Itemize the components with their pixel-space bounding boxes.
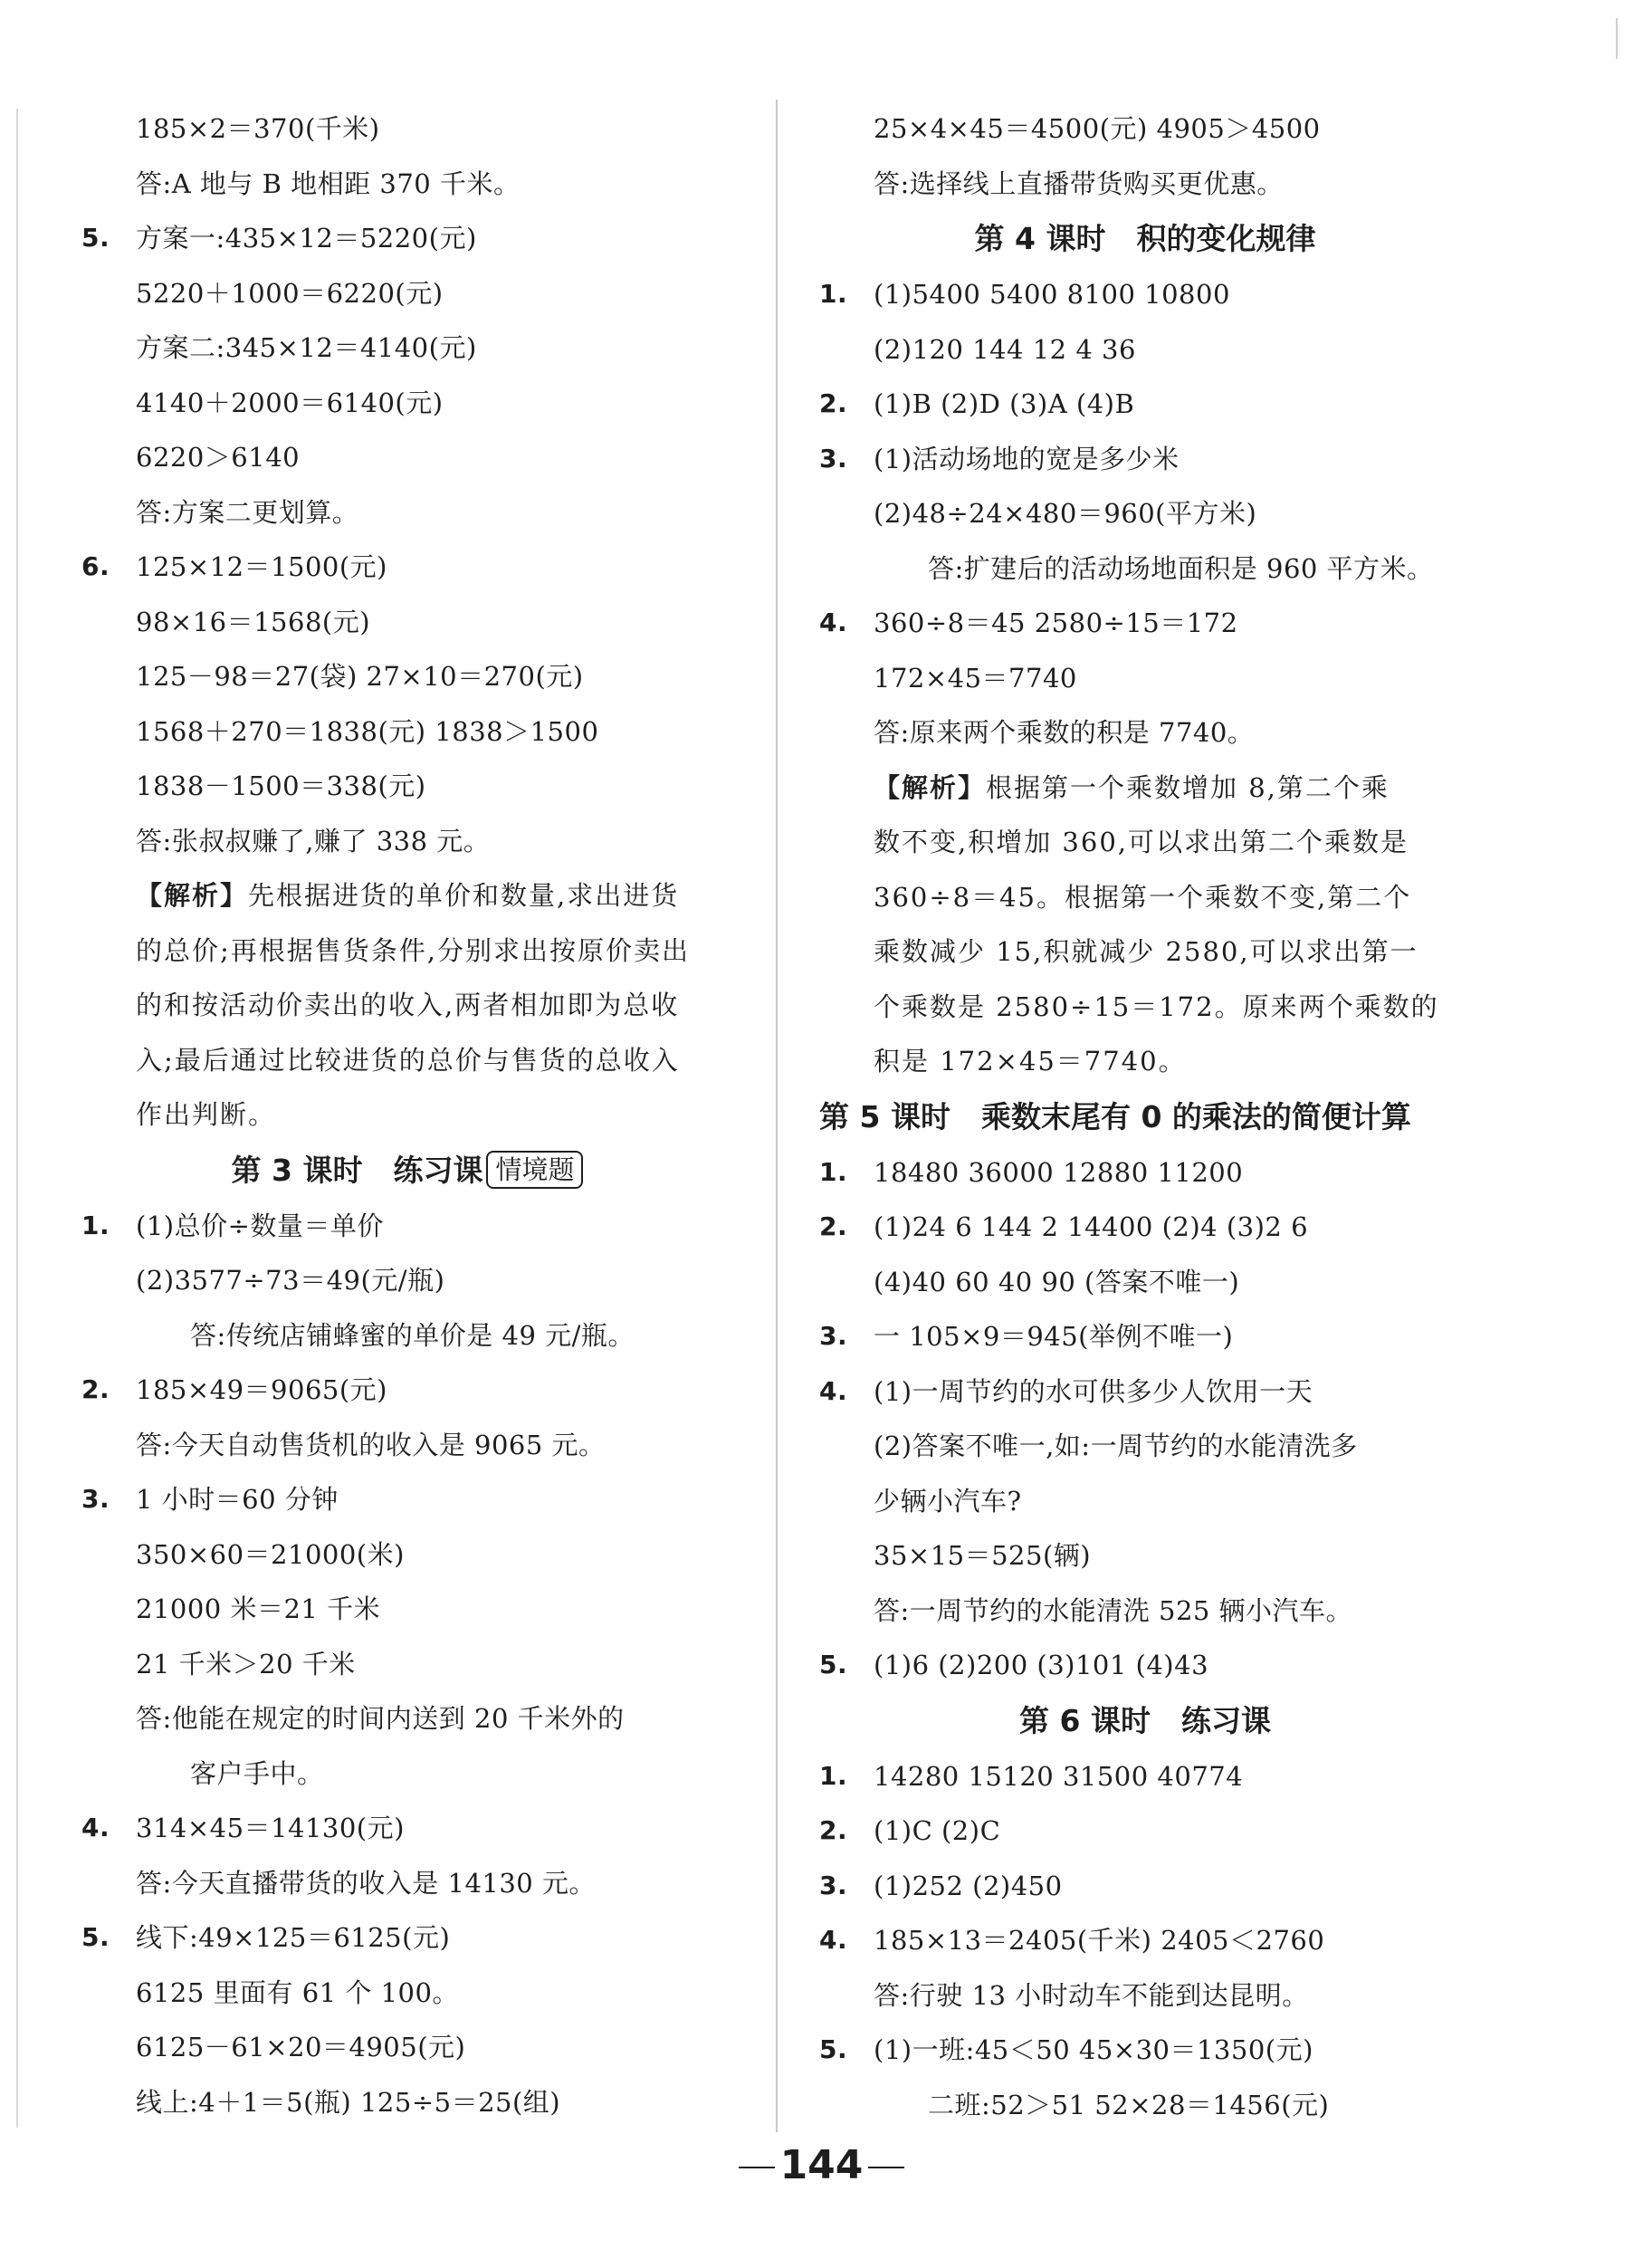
line-text <box>136 157 520 212</box>
lesson-title: 练习课 <box>1180 1702 1271 1738</box>
answer-line <box>81 1746 733 1802</box>
answer-line <box>819 1638 1471 1693</box>
line-content: 积是 172×45＝7740。 <box>874 1046 1187 1077</box>
line-content: 数不变,积增加 360,可以求出第二个乘数是 <box>874 827 1409 857</box>
answer-line <box>819 1528 1471 1584</box>
line-text <box>874 1749 1243 1804</box>
answer-line <box>819 101 1471 157</box>
line-text <box>136 1472 339 1527</box>
answer-line <box>81 1582 733 1637</box>
line-content: 线上:4＋1＝5(瓶) 125÷5＝25(组) <box>136 2086 561 2118</box>
page-number-dash-right <box>868 2167 904 2168</box>
question-number: 4. <box>81 1813 110 1842</box>
question-number: 5. <box>81 1922 110 1952</box>
answer-line <box>81 211 733 266</box>
line-text <box>136 1637 356 1692</box>
line-content: 根据第一个乘数增加 8,第二个乘 <box>986 771 1390 803</box>
line-content: 25×4×45＝4500(元) 4905＞4500 <box>874 113 1321 144</box>
analysis-label: 【解析】 <box>874 771 987 803</box>
answer-line <box>819 1474 1471 1529</box>
line-text <box>874 1528 1091 1584</box>
line-content: (2)120 144 12 4 36 <box>874 333 1136 365</box>
line-text <box>136 814 490 869</box>
line-text <box>136 376 444 431</box>
line-content: 二班:52＞51 52×28＝1456(元) <box>928 2089 1330 2120</box>
line-text <box>874 980 1439 1035</box>
answer-line <box>819 377 1471 432</box>
answer-line <box>819 1859 1471 1914</box>
page-number-value: 144 <box>779 2142 864 2188</box>
question-number: 5. <box>819 1650 848 1679</box>
answer-line <box>819 2023 1471 2078</box>
line-content: 答:今天直播带货的收入是 14130 元。 <box>136 1867 596 1899</box>
line-content: (1)C (2)C <box>874 1815 1001 1846</box>
line-text <box>136 1910 450 1966</box>
line-text <box>874 1474 1022 1529</box>
line-content: (4)40 60 40 90 (答案不唯一) <box>874 1266 1240 1297</box>
line-content: 方案一:435×12＝5220(元) <box>136 223 477 254</box>
line-text <box>874 1638 1208 1693</box>
answer-line <box>819 1584 1471 1639</box>
answer-line <box>819 596 1471 651</box>
line-content: 21 千米＞20 千米 <box>136 1648 356 1679</box>
line-text <box>136 211 477 266</box>
line-text <box>136 1418 606 1473</box>
line-text <box>136 540 387 595</box>
line-text <box>136 1856 596 1911</box>
line-text <box>874 1309 1233 1364</box>
answer-line <box>819 1968 1471 2024</box>
line-content: 1838－1500＝338(元) <box>136 770 426 801</box>
line-text <box>874 267 1230 322</box>
line-text <box>136 1527 405 1583</box>
line-text <box>874 596 1238 651</box>
line-content: 答:原来两个乘数的积是 7740。 <box>874 717 1255 748</box>
question-number: 5. <box>81 223 110 253</box>
lesson-title: 积的变化规律 <box>1136 221 1316 256</box>
line-text <box>136 868 679 923</box>
line-content: (1)一周节约的水可供多少人饮用一天 <box>874 1375 1313 1407</box>
line-text <box>136 595 370 650</box>
line-content: 21000 米＝21 千米 <box>136 1593 381 1624</box>
line-text <box>136 704 598 760</box>
line-content: 客户手中。 <box>190 1757 324 1789</box>
page-number-dash-left <box>739 2167 775 2168</box>
analysis-line <box>81 923 733 979</box>
question-number: 6. <box>81 551 110 581</box>
line-text <box>874 1419 1358 1474</box>
line-content: (1)B (2)D (3)A (4)B <box>874 388 1135 419</box>
answer-line <box>819 432 1471 487</box>
line-text <box>136 485 358 541</box>
answer-line <box>81 1527 733 1583</box>
line-text <box>874 815 1409 870</box>
analysis-label: 【解析】 <box>136 880 249 911</box>
line-content: 方案二:345×12＝4140(元) <box>136 332 477 363</box>
line-text <box>874 377 1134 432</box>
answer-line <box>819 486 1471 541</box>
line-text <box>136 759 426 814</box>
line-text <box>874 761 1390 816</box>
answer-line <box>819 1804 1471 1859</box>
line-content: (1)活动场地的宽是多少米 <box>874 443 1180 474</box>
line-content: 360÷8＝45 2580÷15＝172 <box>874 608 1238 638</box>
line-text <box>874 322 1136 378</box>
line-text <box>874 486 1256 541</box>
question-number: 4. <box>819 1925 848 1955</box>
line-text <box>190 1308 635 1364</box>
answer-line <box>81 430 733 485</box>
answer-line <box>81 1253 733 1308</box>
line-content: 作出判断。 <box>136 1099 277 1130</box>
question-number: 2. <box>81 1374 110 1404</box>
answer-line <box>81 157 733 212</box>
lesson-number: 第 5 课时 <box>819 1098 950 1134</box>
line-text <box>136 101 380 157</box>
analysis-line <box>81 1033 733 1088</box>
answer-line <box>81 321 733 376</box>
left-column <box>81 101 733 2129</box>
line-text <box>136 1033 680 1088</box>
answer-line <box>81 485 733 541</box>
answer-line <box>819 1309 1471 1364</box>
line-content: 14280 15120 31500 40774 <box>874 1760 1244 1792</box>
analysis-line <box>819 1034 1471 1089</box>
line-content: 6220＞6140 <box>136 442 301 473</box>
line-content: 1568＋270＝1838(元) 1838＞1500 <box>136 715 599 747</box>
line-text <box>136 1582 380 1637</box>
question-number: 1. <box>819 1156 848 1187</box>
line-text <box>874 2023 1313 2078</box>
line-text <box>874 1804 1000 1859</box>
page-number <box>0 2129 1643 2202</box>
answer-line <box>819 1419 1471 1474</box>
column-divider <box>776 100 778 2132</box>
line-content: 少辆小汽车? <box>874 1485 1022 1517</box>
line-text <box>136 1253 444 1308</box>
lesson-title: 练习课 <box>393 1152 483 1188</box>
line-text <box>874 1145 1243 1201</box>
answer-line <box>81 704 733 760</box>
line-content: 172×45＝7740 <box>874 662 1077 694</box>
line-content: 答:今天自动售货机的收入是 9065 元。 <box>136 1429 606 1460</box>
line-text <box>136 1363 387 1418</box>
line-text <box>136 2020 465 2075</box>
analysis-line <box>819 870 1471 925</box>
line-content: 314×45＝14130(元) <box>136 1813 405 1843</box>
question-number: 1. <box>819 1760 848 1791</box>
question-number: 2. <box>819 1211 848 1241</box>
line-content: 答:扩建后的活动场地面积是 960 平方米。 <box>928 552 1434 584</box>
line-content: 350×60＝21000(米) <box>136 1538 405 1570</box>
line-text <box>874 1968 1309 2024</box>
line-content: 答:传统店铺蜂蜜的单价是 49 元/瓶。 <box>190 1319 635 1351</box>
line-text <box>874 1034 1187 1089</box>
line-text <box>136 1087 276 1143</box>
question-number: 4. <box>819 608 848 637</box>
answer-line <box>81 266 733 321</box>
answer-line <box>819 1749 1471 1804</box>
line-content: 5220＋1000＝6220(元) <box>136 277 444 309</box>
line-content: (1)252 (2)450 <box>874 1870 1063 1901</box>
line-content: 185×13＝2405(千米) 2405＜2760 <box>874 1925 1325 1956</box>
analysis-line <box>819 980 1471 1035</box>
answer-line <box>81 814 733 869</box>
question-number: 4. <box>819 1375 848 1406</box>
line-content: 先根据进货的单价和数量,求出进货 <box>248 880 680 911</box>
lesson-title: 乘数末尾有 0 的乘法的简便计算 <box>980 1098 1411 1134</box>
line-text <box>136 430 300 485</box>
question-number: 3. <box>819 1870 848 1900</box>
right-edge-mark <box>1616 18 1618 59</box>
question-number: 2. <box>819 388 848 418</box>
line-content: 答:行驶 13 小时动车不能到达昆明。 <box>874 1979 1309 2011</box>
answer-line <box>81 1308 733 1364</box>
line-content: (2)答案不唯一,如:一周节约的水能清洗多 <box>874 1431 1358 1461</box>
answer-line <box>819 541 1471 597</box>
left-margin-rule <box>16 109 18 2128</box>
lesson-heading <box>819 211 1471 267</box>
line-content: (1)6 (2)200 (3)101 (4)43 <box>874 1650 1209 1680</box>
answer-line <box>819 1913 1471 1968</box>
lesson-tag-badge: 情境题 <box>486 1151 583 1189</box>
line-text <box>136 1801 405 1856</box>
question-number: 3. <box>819 1321 848 1351</box>
lesson-number: 第 6 课时 <box>1019 1702 1151 1738</box>
question-number: 5. <box>819 2034 848 2064</box>
lesson-heading <box>81 1143 733 1199</box>
line-text <box>136 1199 384 1254</box>
line-content: 18480 36000 12880 11200 <box>874 1156 1244 1188</box>
line-text <box>136 1691 625 1746</box>
answer-line <box>81 1637 733 1692</box>
answer-line <box>81 2075 733 2130</box>
line-content: (1)24 6 144 2 14400 (2)4 (3)2 6 <box>874 1211 1309 1242</box>
line-text <box>136 978 679 1033</box>
line-content: 的和按活动价卖出的收入,两者相加即为总收 <box>136 990 680 1020</box>
answer-line <box>81 1691 733 1746</box>
analysis-line <box>81 868 733 923</box>
answer-line <box>81 1856 733 1911</box>
answer-line <box>81 1966 733 2021</box>
line-text <box>874 651 1077 706</box>
line-text <box>874 870 1411 925</box>
answer-line <box>81 101 733 157</box>
line-content: 6125 里面有 61 个 100。 <box>136 1976 459 2008</box>
answer-line <box>81 1472 733 1527</box>
question-number: 2. <box>819 1815 848 1845</box>
line-text <box>874 705 1254 761</box>
answer-line <box>81 2020 733 2075</box>
lesson-heading <box>819 1693 1471 1749</box>
answer-line <box>819 157 1471 212</box>
line-content: 125－98＝27(袋) 27×10＝270(元) <box>136 661 584 692</box>
line-text <box>190 1746 324 1802</box>
answer-line <box>819 1200 1471 1255</box>
line-content: 答:一周节约的水能清洗 525 辆小汽车。 <box>874 1594 1353 1626</box>
line-text <box>874 1364 1313 1420</box>
line-content: 的总价;再根据售货条件,分别求出按原价卖出 <box>136 934 690 966</box>
line-text <box>874 924 1419 980</box>
line-text <box>874 1859 1063 1914</box>
line-text <box>136 266 444 321</box>
answer-line <box>81 1363 733 1418</box>
answer-line <box>81 1801 733 1856</box>
line-content: 125×12＝1500(元) <box>136 551 387 582</box>
answer-line <box>819 267 1471 322</box>
line-content: (1)总价÷数量＝单价 <box>136 1210 384 1241</box>
analysis-line <box>819 924 1471 980</box>
line-content: 乘数减少 15,积就减少 2580,可以求出第一 <box>874 936 1419 967</box>
line-content: (2)3577÷73＝49(元/瓶) <box>136 1265 445 1296</box>
line-content: (2)48÷24×480＝960(平方米) <box>874 498 1257 529</box>
line-text <box>874 1255 1239 1310</box>
lesson-heading <box>819 1089 1471 1145</box>
answer-line <box>819 651 1471 706</box>
question-number: 3. <box>819 443 848 474</box>
line-content: 一 105×9＝945(举例不唯一) <box>874 1321 1234 1352</box>
line-text <box>874 432 1180 487</box>
line-content: 98×16＝1568(元) <box>136 606 371 637</box>
line-text <box>928 541 1434 597</box>
answer-line <box>81 1199 733 1254</box>
answer-line <box>819 1255 1471 1310</box>
answer-line <box>81 376 733 431</box>
line-content: 35×15＝525(辆) <box>874 1540 1092 1571</box>
answer-line <box>81 759 733 814</box>
line-content: 185×49＝9065(元) <box>136 1374 387 1405</box>
right-column <box>819 101 1471 2132</box>
line-content: 185×2＝370(千米) <box>136 113 380 144</box>
analysis-line <box>81 1087 733 1143</box>
question-number: 1. <box>819 279 848 309</box>
line-content: 答:选择线上直播带货购买更优惠。 <box>874 167 1284 199</box>
line-text <box>874 1584 1352 1639</box>
answer-line <box>819 705 1471 761</box>
line-content: 个乘数是 2580÷15＝172。原来两个乘数的 <box>874 990 1439 1022</box>
line-content: 线下:49×125＝6125(元) <box>136 1922 451 1953</box>
lesson-number: 第 3 课时 <box>231 1152 363 1188</box>
answer-line <box>819 1145 1471 1201</box>
line-content: 360÷8＝45。根据第一个乘数不变,第二个 <box>874 881 1412 913</box>
question-number: 3. <box>81 1484 110 1514</box>
analysis-line <box>819 815 1471 870</box>
line-text <box>136 2075 560 2130</box>
line-content: 入;最后通过比较进货的总价与售货的总收入 <box>136 1044 680 1076</box>
line-text <box>136 1966 459 2021</box>
line-text <box>136 321 477 376</box>
line-text <box>874 1200 1308 1255</box>
analysis-line <box>819 761 1471 816</box>
line-content: (1)5400 5400 8100 10800 <box>874 279 1230 310</box>
answer-line <box>81 1418 733 1473</box>
line-content: 答:方案二更划算。 <box>136 496 359 528</box>
answer-line <box>81 649 733 704</box>
line-text <box>874 157 1284 212</box>
line-text <box>136 649 584 704</box>
line-content: (1)一班:45＜50 45×30＝1350(元) <box>874 2034 1313 2065</box>
line-content: 答:张叔叔赚了,赚了 338 元。 <box>136 825 491 856</box>
answer-line <box>819 1364 1471 1420</box>
answer-line <box>81 540 733 595</box>
analysis-line <box>81 978 733 1033</box>
lesson-number: 第 4 课时 <box>974 221 1106 256</box>
line-content: 答:A 地与 B 地相距 370 千米。 <box>136 167 521 199</box>
line-content: 答:他能在规定的时间内送到 20 千米外的 <box>136 1703 625 1734</box>
line-content: 4140＋2000＝6140(元) <box>136 387 444 418</box>
line-content: 1 小时＝60 分钟 <box>136 1484 339 1515</box>
line-content: 6125－61×20＝4905(元) <box>136 2032 466 2062</box>
answer-line <box>81 1910 733 1966</box>
line-text <box>874 1913 1324 1968</box>
answer-line <box>819 322 1471 378</box>
question-number: 1. <box>81 1210 110 1240</box>
line-text <box>136 923 690 979</box>
answer-line <box>819 2078 1471 2133</box>
answer-line <box>81 595 733 650</box>
line-text <box>874 101 1321 157</box>
line-text <box>928 2078 1329 2133</box>
